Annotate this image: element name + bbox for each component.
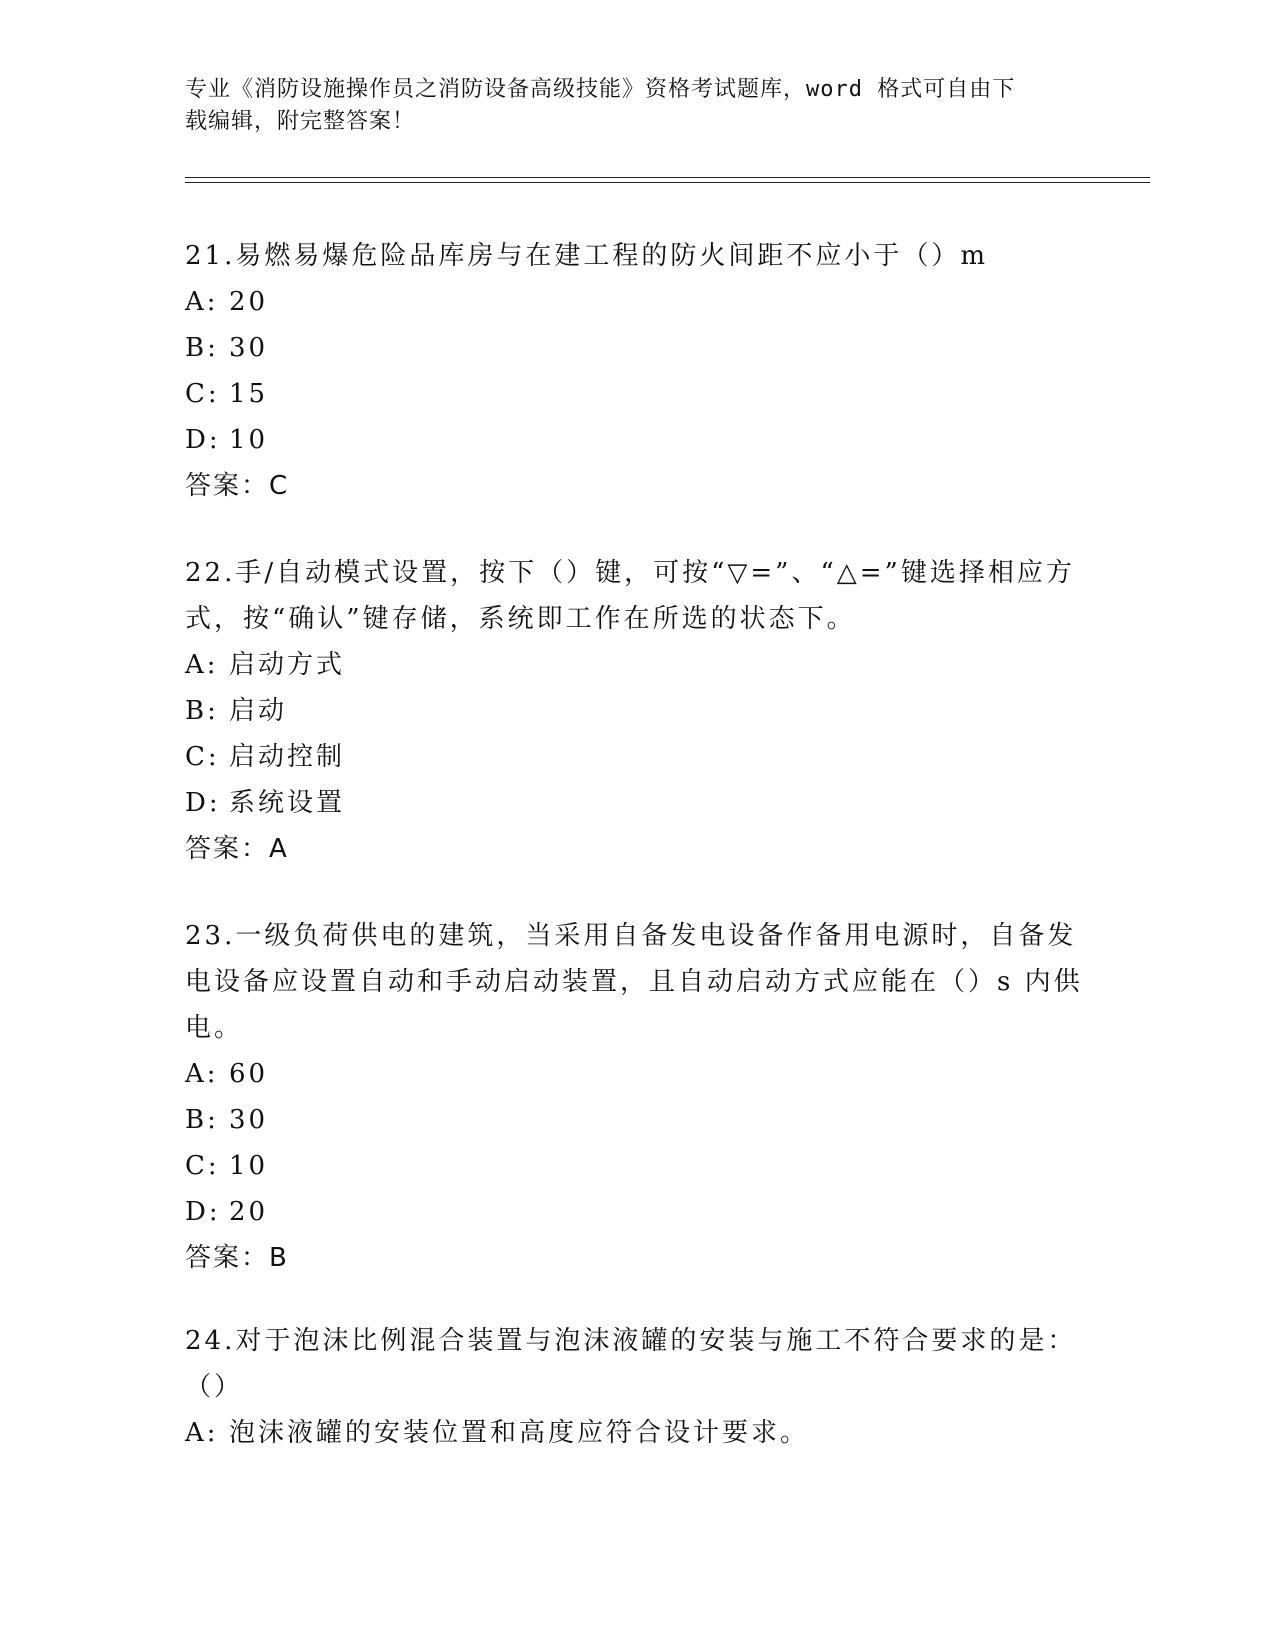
option-text: 泡沫液罐的安装位置和高度应符合设计要求。	[229, 1418, 810, 1448]
question-24	[185, 1318, 1085, 1456]
option-d	[185, 417, 1085, 463]
option-b	[185, 1097, 1085, 1143]
option-d	[185, 780, 1085, 826]
option-key: C:	[185, 1151, 220, 1181]
option-a	[185, 1410, 1085, 1456]
header-divider-bottom	[185, 182, 1150, 183]
question-stem: 22.手/自动模式设置，按下（）键，可按“▽=”、“△=”键选择相应方式，按“确认”键存储，系统即工作在所选的状态下。	[185, 558, 1075, 634]
answer-line: 答案：C	[185, 471, 290, 501]
option-key: D:	[185, 425, 221, 455]
document-header	[185, 74, 1075, 138]
option-key: B:	[185, 1105, 219, 1135]
option-key: D:	[185, 788, 221, 818]
option-key: A:	[185, 1418, 219, 1448]
option-text: 30	[229, 1105, 269, 1135]
header-intro-line-2: 载编辑，附完整答案！	[185, 109, 416, 134]
option-key: D:	[185, 1197, 221, 1227]
option-text: 10	[229, 425, 269, 455]
option-key: A:	[185, 1059, 219, 1089]
question-21	[185, 233, 1085, 509]
option-text: 20	[229, 1197, 269, 1227]
option-key: A:	[185, 650, 219, 680]
question-22	[185, 550, 1085, 872]
option-key: A:	[185, 287, 219, 317]
option-text: 30	[229, 333, 269, 363]
answer-line: 答案：A	[185, 834, 289, 864]
option-text: 启动	[229, 696, 288, 726]
question-stem: 21.易燃易爆危险品库房与在建工程的防火间距不应小于（）m	[185, 241, 989, 271]
option-text: 启动控制	[229, 742, 346, 772]
option-c	[185, 1143, 1085, 1189]
option-key: B:	[185, 696, 219, 726]
option-text: 10	[229, 1151, 269, 1181]
option-key: C:	[185, 379, 220, 409]
option-text: 20	[229, 287, 269, 317]
option-b	[185, 325, 1085, 371]
option-text: 启动方式	[229, 650, 346, 680]
option-text: 15	[229, 379, 269, 409]
question-stem: 23.一级负荷供电的建筑，当采用自备发电设备作备用电源时，自备发电设备应设置自动和手动启动装置，且自动启动方式应能在（）s 内供电。	[185, 921, 1083, 1043]
option-d	[185, 1189, 1085, 1235]
option-b	[185, 688, 1085, 734]
option-c	[185, 371, 1085, 417]
header-divider-top	[185, 177, 1150, 178]
header-intro-line-1: 专业《消防设施操作员之消防设备高级技能》资格考试题库，word 格式可自由下	[185, 77, 1016, 102]
option-a	[185, 1051, 1085, 1097]
question-stem: 24.对于泡沫比例混合装置与泡沫液罐的安装与施工不符合要求的是：（）	[185, 1326, 1077, 1402]
option-a	[185, 279, 1085, 325]
answer-line: 答案：B	[185, 1243, 289, 1273]
option-key: B:	[185, 333, 219, 363]
option-text: 系统设置	[229, 788, 346, 818]
question-23	[185, 913, 1085, 1281]
option-c	[185, 734, 1085, 780]
option-a	[185, 642, 1085, 688]
option-key: C:	[185, 742, 220, 772]
option-text: 60	[229, 1059, 269, 1089]
